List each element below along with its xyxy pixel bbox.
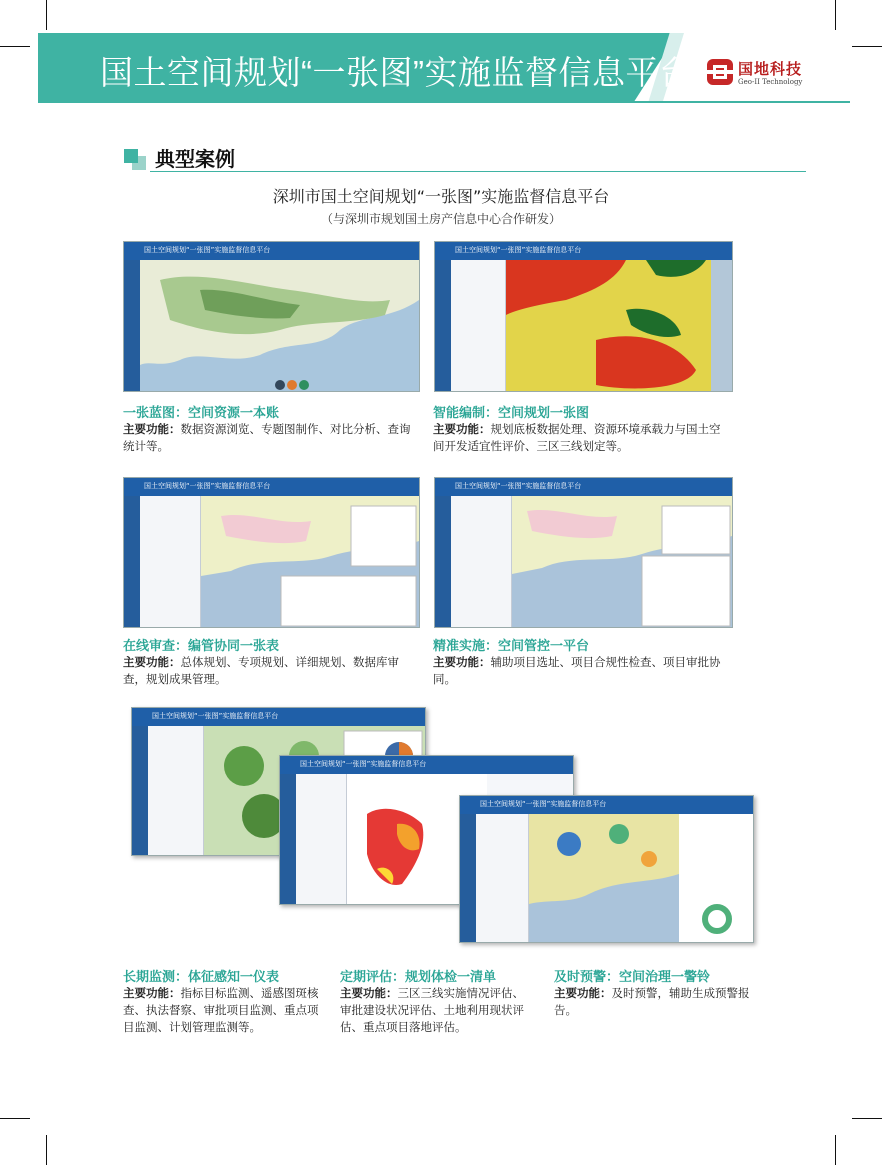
screenshot-sidebar <box>124 260 140 391</box>
feature-text: 规划底板数据处理、资源环境承载力与国土空间开发适宜性评价、三区三线划定等。 <box>433 422 721 453</box>
logo-text: 国地科技 <box>738 60 803 78</box>
layer-panel <box>476 814 529 942</box>
screen-title: 国土空间规划“一张图”实施监督信息平台 <box>480 800 607 808</box>
feature-heading: 在线审查：编管协同一张表 <box>123 639 280 654</box>
crop-mark <box>835 1135 836 1165</box>
feature-description <box>433 421 723 455</box>
feature-description <box>554 985 754 1019</box>
section-marker <box>124 149 138 163</box>
layer-panel <box>140 496 201 627</box>
feature-text: 三区三线实施情况评估、审批建设状况评估、土地利用现状评估、重点项目落地评估。 <box>340 986 524 1034</box>
crop-mark <box>0 46 30 47</box>
feature-heading: 精准实施：空间管控一平台 <box>433 639 590 654</box>
layer-panel <box>148 726 204 855</box>
crop-mark <box>835 0 836 30</box>
feature-description <box>433 654 723 688</box>
feature-label: 主要功能： <box>123 986 181 1000</box>
section-rule <box>150 171 806 172</box>
feature-heading: 长期监测：体征感知一仪表 <box>123 970 280 985</box>
map-image <box>529 814 753 942</box>
header-rule <box>38 101 850 103</box>
screenshot-sidebar <box>460 814 476 942</box>
screen-title: 国土空间规划“一张图”实施监督信息平台 <box>144 246 271 254</box>
feature-label: 主要功能： <box>123 655 181 669</box>
screen-title: 国土空间规划“一张图”实施监督信息平台 <box>300 760 427 768</box>
feature-text: 指标目标监测、遥感图斑核查、执法督察、审批项目监测、重点项目监测、计划管理监测等。 <box>123 986 319 1034</box>
screenshot-online-review <box>123 477 420 628</box>
screen-title: 国土空间规划“一张图”实施监督信息平台 <box>144 482 271 490</box>
logo-subtitle: Geo-II Technology <box>738 78 803 86</box>
feature-heading: 定期评估：规划体检一清单 <box>340 970 497 985</box>
screenshot-suitability-map <box>434 241 733 392</box>
layer-panel <box>451 260 506 391</box>
case-subtitle: （与深圳市规划国土房产信息中心合作研发） <box>320 212 561 226</box>
screenshot-sidebar <box>435 496 451 627</box>
screenshot-sidebar <box>280 774 296 904</box>
feature-label: 主要功能： <box>433 422 491 436</box>
map-image <box>512 496 732 627</box>
feature-text: 辅助项目选址、项目合规性检查、项目审批协同。 <box>433 655 721 686</box>
section-title: 典型案例 <box>155 147 235 171</box>
screenshot-sidebar <box>124 496 140 627</box>
feature-description <box>340 985 530 1036</box>
case-title: 深圳市国土空间规划“一张图”实施监督信息平台 <box>272 187 610 206</box>
feature-label: 主要功能： <box>123 422 181 436</box>
screen-title: 国土空间规划“一张图”实施监督信息平台 <box>455 246 582 254</box>
crop-mark <box>0 1118 30 1119</box>
map-image <box>140 260 419 391</box>
feature-label: 主要功能： <box>554 986 612 1000</box>
screenshot-sidebar <box>435 260 451 391</box>
screenshot-implementation <box>434 477 733 628</box>
crop-mark <box>46 0 47 30</box>
feature-heading: 智能编制：空间规划一张图 <box>433 406 590 421</box>
screen-title: 国土空间规划“一张图”实施监督信息平台 <box>455 482 582 490</box>
feature-heading: 及时预警：空间治理一警铃 <box>554 970 711 985</box>
screenshot-resource-map <box>123 241 420 392</box>
screen-title: 国土空间规划“一张图”实施监督信息平台 <box>152 712 279 720</box>
feature-description <box>123 985 323 1036</box>
crop-mark <box>46 1135 47 1165</box>
crop-mark <box>852 46 882 47</box>
company-logo-icon <box>706 58 734 86</box>
map-image <box>201 496 419 627</box>
crop-mark <box>852 1118 882 1119</box>
layer-panel <box>451 496 512 627</box>
feature-text: 数据资源浏览、专题图制作、对比分析、查询统计等。 <box>123 422 411 453</box>
page-title: 国土空间规划“一张图”实施监督信息平台 <box>100 54 693 91</box>
layer-panel <box>296 774 347 904</box>
feature-text: 及时预警，辅助生成预警报告。 <box>554 986 750 1017</box>
feature-label: 主要功能： <box>433 655 491 669</box>
screenshot-sidebar <box>132 726 148 855</box>
screenshot-warning <box>459 795 754 943</box>
feature-description <box>123 421 413 455</box>
feature-heading: 一张蓝图：空间资源一本账 <box>123 406 280 421</box>
map-image <box>506 260 732 391</box>
feature-text: 总体规划、专项规划、详细规划、数据库审查，规划成果管理。 <box>123 655 399 686</box>
feature-description <box>123 654 413 688</box>
feature-label: 主要功能： <box>340 986 398 1000</box>
